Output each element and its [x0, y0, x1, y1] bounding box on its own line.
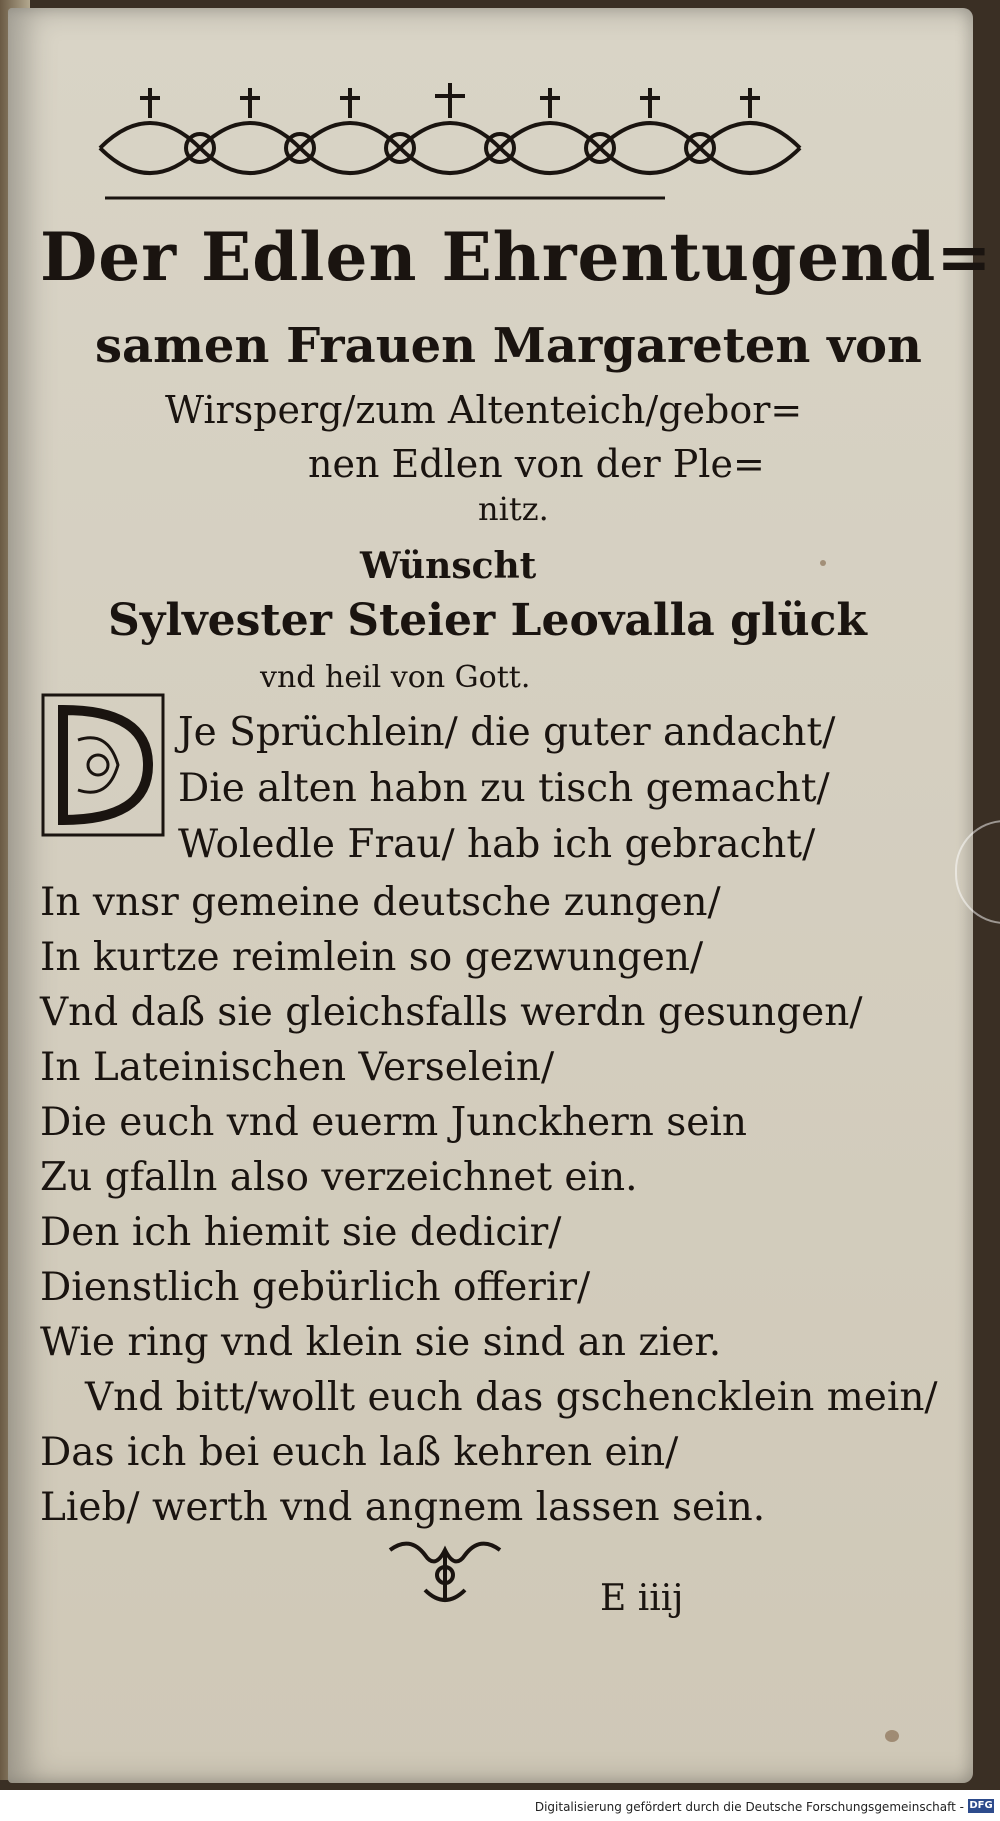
poem-line: In Lateinischen Verselein/	[40, 1045, 555, 1090]
poem-line: Den ich hiemit sie dedicir/	[40, 1210, 562, 1255]
title-line-4: nen Edlen von der Ple=	[308, 442, 765, 486]
poem-line: In kurtze reimlein so gezwungen/	[40, 935, 704, 980]
title-line-3: Wirsperg/zum Altenteich/gebor=	[165, 388, 803, 432]
title-line-5: nitz.	[478, 490, 549, 528]
paper-stain	[885, 1730, 899, 1742]
top-ornament-icon	[90, 78, 830, 208]
poem-line: Woledle Frau/ hab ich gebracht/	[178, 822, 816, 867]
dedication-closing: vnd heil von Gott.	[260, 660, 531, 695]
title-line-1: Der Edlen Ehrentugend=	[40, 218, 993, 296]
poem-line: Vnd daß sie gleichsfalls werdn gesungen/	[40, 990, 863, 1035]
poem-line: Dienstlich gebürlich offerir/	[40, 1265, 591, 1310]
poem-line: Das ich bei euch laß kehren ein/	[40, 1430, 679, 1475]
poem-line: Die euch vnd euerm Junckhern sein	[40, 1100, 747, 1145]
poem-line: Vnd bitt/wollt euch das gschencklein mein/	[85, 1375, 938, 1420]
poem-line: Je Sprüchlein/ die guter andacht/	[178, 710, 836, 755]
poem-line: Zu gfalln also verzeichnet ein.	[40, 1155, 638, 1200]
dedication-verb: Wünscht	[360, 545, 537, 587]
bottom-ornament-icon	[380, 1530, 510, 1610]
decorated-initial-icon	[38, 690, 168, 840]
dedication-author: Sylvester Steier Leovalla glück	[108, 595, 867, 646]
poem-line: Die alten habn zu tisch gemacht/	[178, 766, 830, 811]
footer-credit: Digitalisierung gefördert durch die Deutsche Forschungsgemeinschaft -	[534, 1800, 964, 1814]
poem-line: In vnsr gemeine deutsche zungen/	[40, 880, 721, 925]
signature-mark: E iiij	[600, 1578, 684, 1619]
dfg-logo: DFG	[969, 1800, 993, 1811]
paper-stain	[820, 560, 826, 566]
poem-line: Wie ring vnd klein sie sind an zier.	[40, 1320, 722, 1365]
poem-line: Lieb/ werth vnd angnem lassen sein.	[40, 1485, 766, 1530]
title-line-2: samen Frauen Margareten von	[95, 318, 922, 374]
